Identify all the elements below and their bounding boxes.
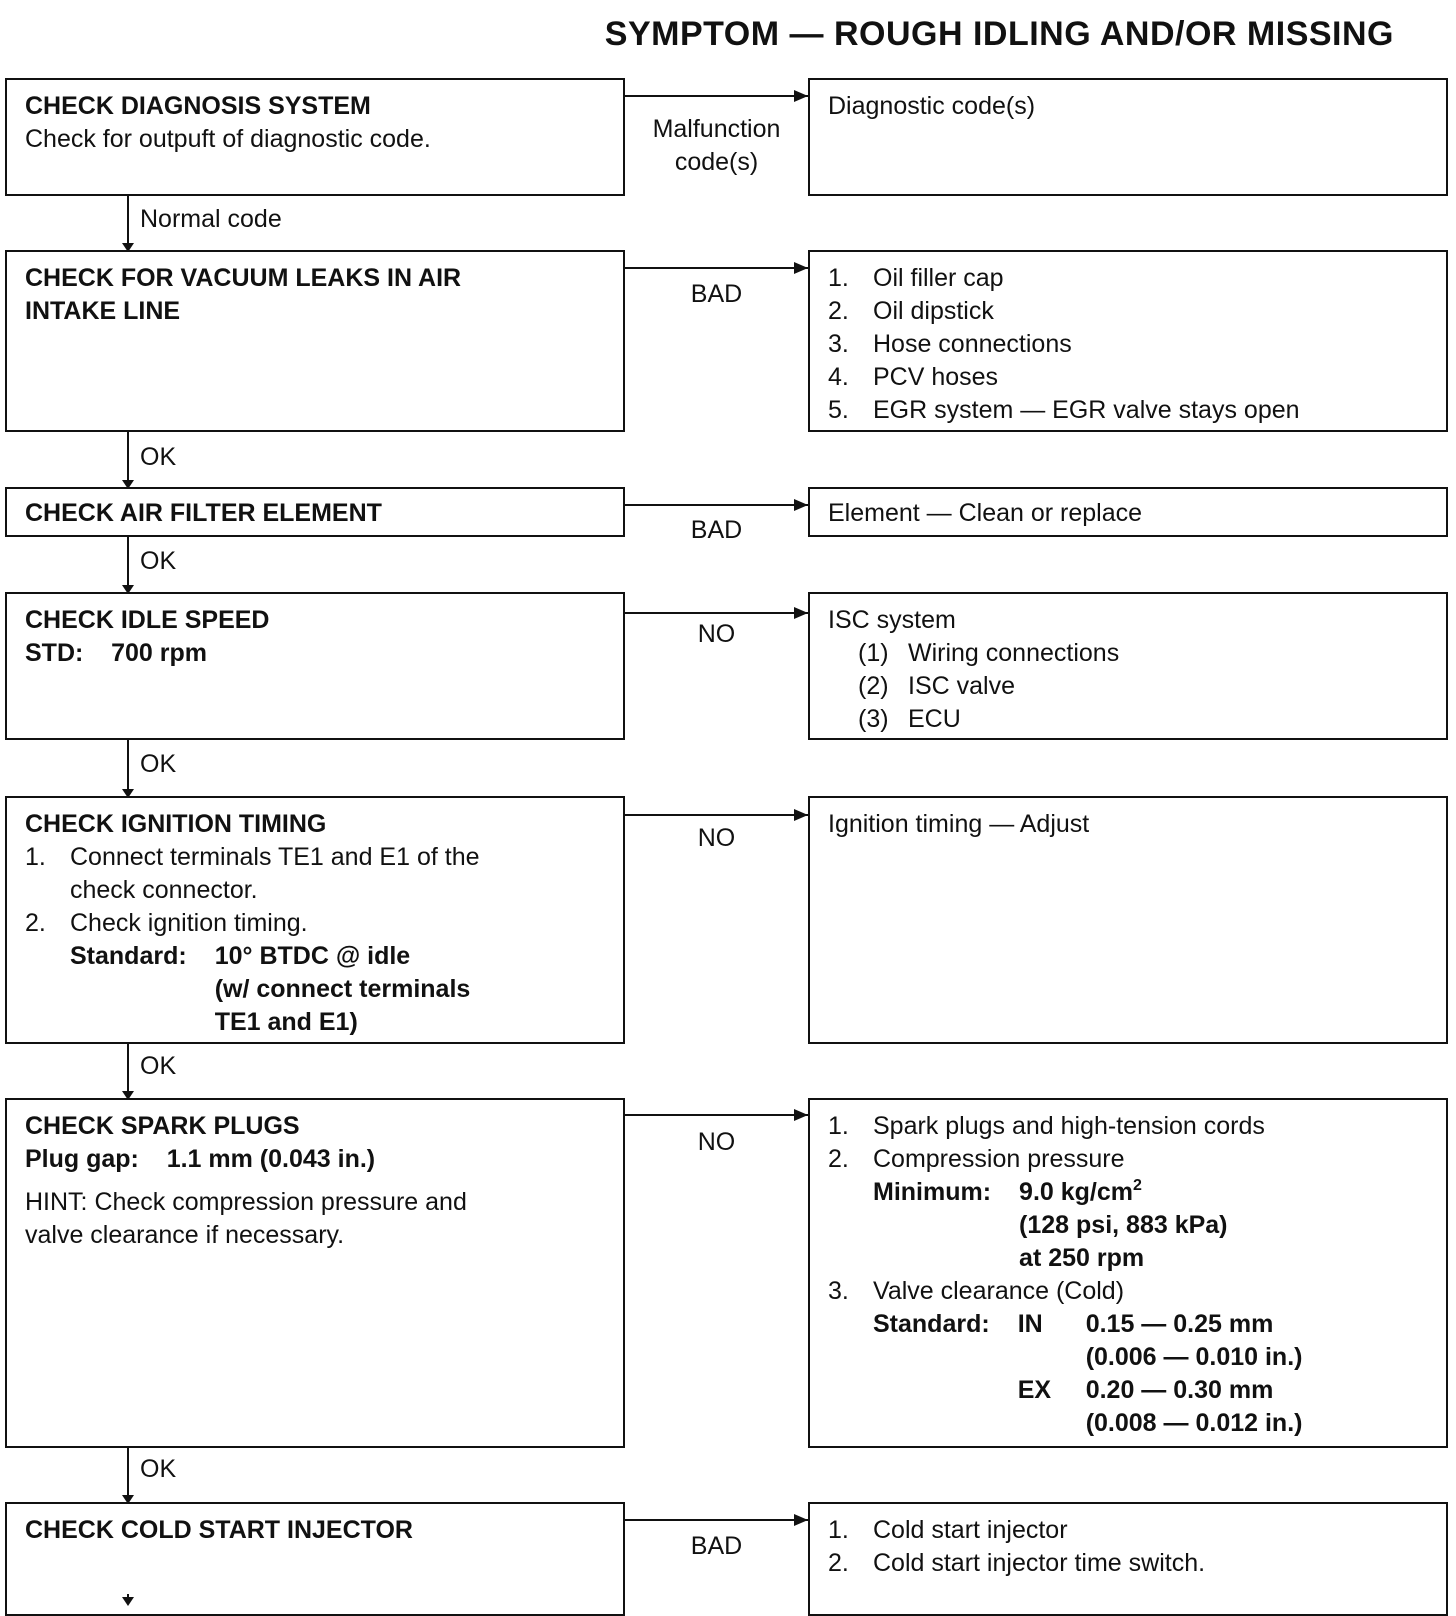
ok-label: OK: [140, 1052, 177, 1080]
vacuum-leak-result-box: [808, 250, 1448, 432]
page-title: SYMPTOM — ROUGH IDLING AND/OR MISSING: [604, 15, 1394, 53]
list-item: 3. Hose connections: [828, 330, 1072, 358]
arrow-down: [127, 432, 129, 487]
list-item: 3. Valve clearance (Cold): [828, 1277, 1125, 1305]
check-spark-plugs-box: [5, 1098, 625, 1448]
list-item: (3) ECU: [858, 705, 961, 733]
result-text: Ignition timing — Adjust: [828, 810, 1090, 838]
step-heading: CHECK SPARK PLUGS: [25, 1112, 300, 1140]
arrow-right: [625, 1519, 808, 1521]
arrow-down: [127, 537, 129, 592]
diagnostic-code-result-box: [808, 78, 1448, 196]
step-heading: CHECK DIAGNOSIS SYSTEM: [25, 92, 371, 120]
bad-label: BAD: [690, 280, 743, 308]
step-heading-line2: INTAKE LINE: [25, 297, 181, 325]
normal-code-label: Normal code: [140, 205, 282, 233]
result-text: Diagnostic code(s): [828, 92, 1036, 120]
check-ignition-timing-box: [5, 796, 625, 1044]
list-item: 1. Spark plugs and high-tension cords: [828, 1112, 1265, 1140]
arrow-down: [127, 196, 129, 250]
air-filter-result-box: [808, 487, 1448, 537]
list-item: (2) ISC valve: [858, 672, 1015, 700]
list-item: 2. Check ignition timing.: [25, 909, 308, 937]
arrow-right: [625, 612, 808, 614]
step-heading: CHECK IGNITION TIMING: [25, 810, 327, 838]
arrow-right: [625, 1114, 808, 1116]
check-air-filter-box: [5, 487, 625, 537]
list-item: 4. PCV hoses: [828, 363, 999, 391]
arrow-right: [625, 814, 808, 816]
spark-plugs-result-box: [808, 1098, 1448, 1448]
arrow-down: [127, 1044, 129, 1098]
step-heading: CHECK AIR FILTER ELEMENT: [25, 499, 382, 527]
ok-label: OK: [140, 750, 177, 778]
ignition-timing-result-box: [808, 796, 1448, 1044]
check-vacuum-leaks-box: [5, 250, 625, 432]
ok-label: OK: [140, 1455, 177, 1483]
idle-spec: STD: 700 rpm: [25, 639, 208, 667]
list-item: 2. Cold start injector time switch.: [828, 1549, 1206, 1577]
arrow-right: [625, 504, 808, 506]
malfunction-label: Malfunction code(s): [652, 115, 781, 176]
step-heading: CHECK IDLE SPEED: [25, 606, 270, 634]
arrow-down-continuation: [127, 1594, 129, 1604]
arrow-down: [127, 1448, 129, 1502]
result-text: Element — Clean or replace: [828, 499, 1143, 527]
hint-text: HINT: Check compression pressure and valve clearance if necessary.: [25, 1188, 467, 1249]
no-label: NO: [697, 1128, 736, 1156]
check-idle-speed-box: [5, 592, 625, 740]
check-diagnosis-box: [5, 78, 625, 196]
arrow-right: [625, 267, 808, 269]
arrow-right: [625, 95, 808, 97]
plug-gap-spec: Plug gap: 1.1 mm (0.043 in.): [25, 1145, 376, 1173]
no-label: NO: [697, 620, 736, 648]
step-heading: CHECK COLD START INJECTOR: [25, 1516, 413, 1544]
compression-spec: Minimum: 9.0 $kg/cm^2$ (128 psi, 883 kPa) at 250 rpm: [873, 1177, 1228, 1272]
list-item: 1. Oil filler cap: [828, 264, 1004, 292]
ok-label: OK: [140, 547, 177, 575]
list-item: 1. Cold start injector: [828, 1516, 1068, 1544]
result-title: ISC system: [828, 606, 956, 634]
bad-label: BAD: [690, 1532, 743, 1560]
check-cold-start-injector-box: [5, 1502, 625, 1616]
list-item: 1. Connect terminals TE1 and E1 of the check connector.: [25, 843, 480, 904]
arrow-down: [127, 740, 129, 796]
no-label: NO: [697, 824, 736, 852]
step-heading-line1: CHECK FOR VACUUM LEAKS IN AIR: [25, 264, 462, 292]
timing-spec: Standard: 10° BTDC @ idle (w/ connect terminals TE1 and E1): [70, 942, 471, 1036]
list-item: 2. Compression pressure: [828, 1145, 1125, 1173]
ok-label: OK: [140, 443, 177, 471]
idle-speed-result-box: [808, 592, 1448, 740]
list-item: 5. EGR system — EGR valve stays open: [828, 396, 1300, 424]
bad-label: BAD: [690, 516, 743, 544]
list-item: 2. Oil dipstick: [828, 297, 994, 325]
cold-start-result-box: [808, 1502, 1448, 1616]
list-item: (1) Wiring connections: [858, 639, 1120, 667]
step-text: Check for outpuft of diagnostic code.: [25, 125, 431, 153]
valve-clearance-spec: Standard: IN 0.15 — 0.25 mm (0.006 — 0.010 in.) EX 0.20 — 0.30 mm (0.008 — 0.012 in.): [873, 1310, 1303, 1437]
